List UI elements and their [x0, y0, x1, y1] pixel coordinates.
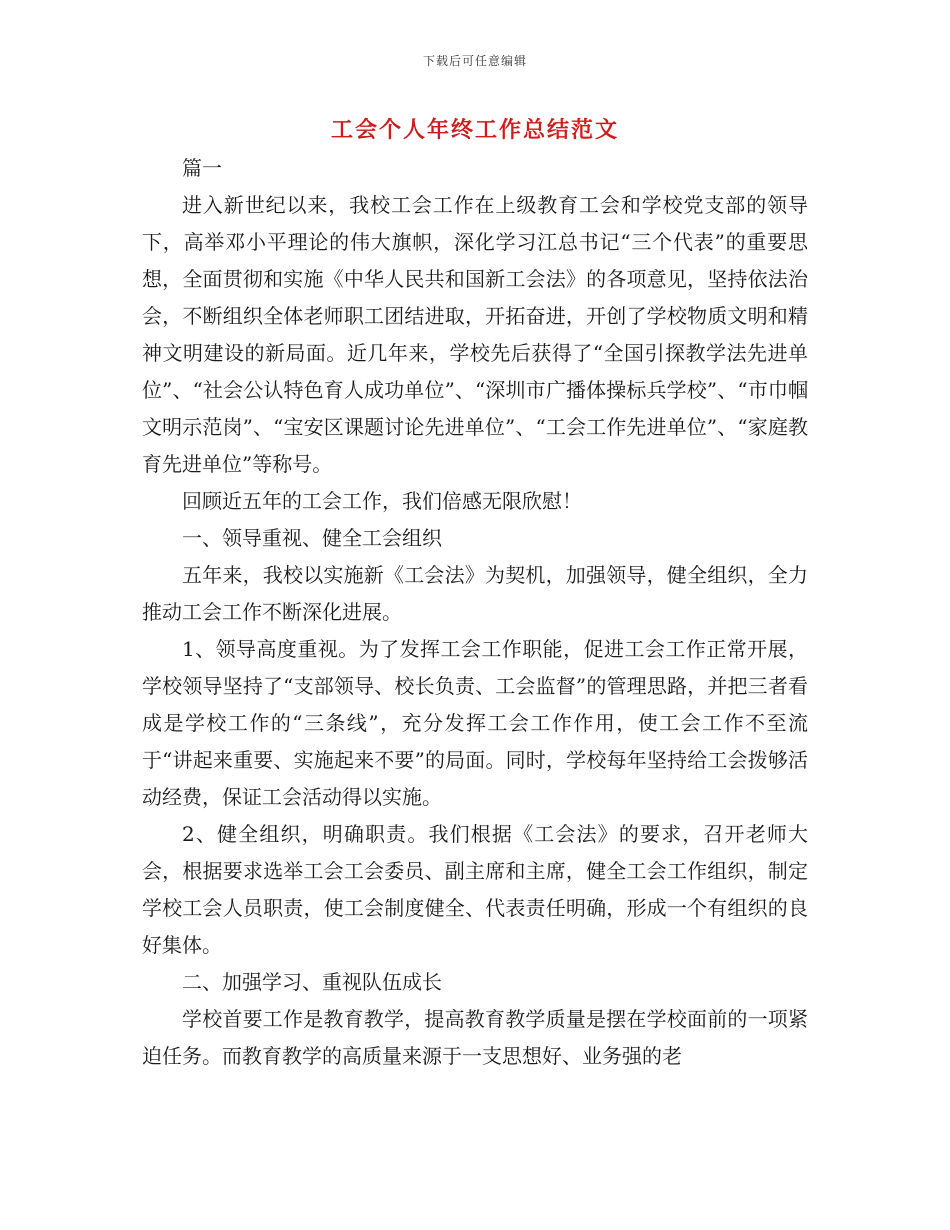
header-note: 下载后可任意编辑: [422, 54, 527, 68]
section-heading: 二、加强学习、重视队伍成长: [182, 970, 442, 994]
body-paragraph: 1、领导高度重视。为了发挥工会工作职能，促进工会工作正常开展，学校领导坚持了“支部领导、校长负责、工会监督”的管理思路，并把三者看成是学校工作的“三条线”，充分发挥工会工作作用，使工会工作不至流于“讲起来重要、实施起来不要”的局面。同时，学校每年坚持给工会拨够活动经费，保证工会活动得以实施。: [142, 637, 808, 809]
body-paragraph: 学校首要工作是教育教学，提高教育教学质量是摆在学校面前的一项紧迫任务。而教育教学的高质量来源于一支思想好、业务强的老: [142, 1007, 808, 1068]
section-heading: 一、领导重视、健全工会组织: [182, 526, 442, 550]
body-paragraph: 五年来，我校以实施新《工会法》为契机，加强领导，健全组织，全力推动工会工作不断深化进展。: [142, 563, 808, 624]
body-paragraph: 进入新世纪以来，我校工会工作在上级教育工会和学校党支部的领导下，高举邓小平理论的伟大旗帜，深化学习江总书记“三个代表”的重要思想，全面贯彻和实施《中华人民共和国新工会法》的各项意见，坚持依法治会，不断组织全体老师职工团结进取，开拓奋进，开创了学校物质文明和精神文明建设的新局面。近几年来，学校先后获得了“全国引探教学法先进单位”、“社会公认特色育人成功单位”、“深圳市广播体操标兵学校”、“市巾帼文明示范岗”、“宝安区课题讨论先进单位”、“工会工作先进单位”、“家庭教育先进单位”等称号。: [142, 193, 808, 476]
section-heading-pian-yi: 篇一: [182, 156, 222, 180]
document-body: [142, 150, 808, 1075]
body-paragraph: 2、健全组织，明确职责。我们根据《工会法》的要求，召开老师大会，根据要求选举工会工会委员、副主席和主席，健全工会工作组织，制定学校工会人员职责，使工会制度健全、代表责任明确，形成一个有组织的良好集体。: [142, 822, 808, 957]
document-title: 工会个人年终工作总结范文: [330, 117, 619, 143]
body-paragraph: 回顾近五年的工会工作，我们倍感无限欣慰！: [182, 489, 582, 513]
